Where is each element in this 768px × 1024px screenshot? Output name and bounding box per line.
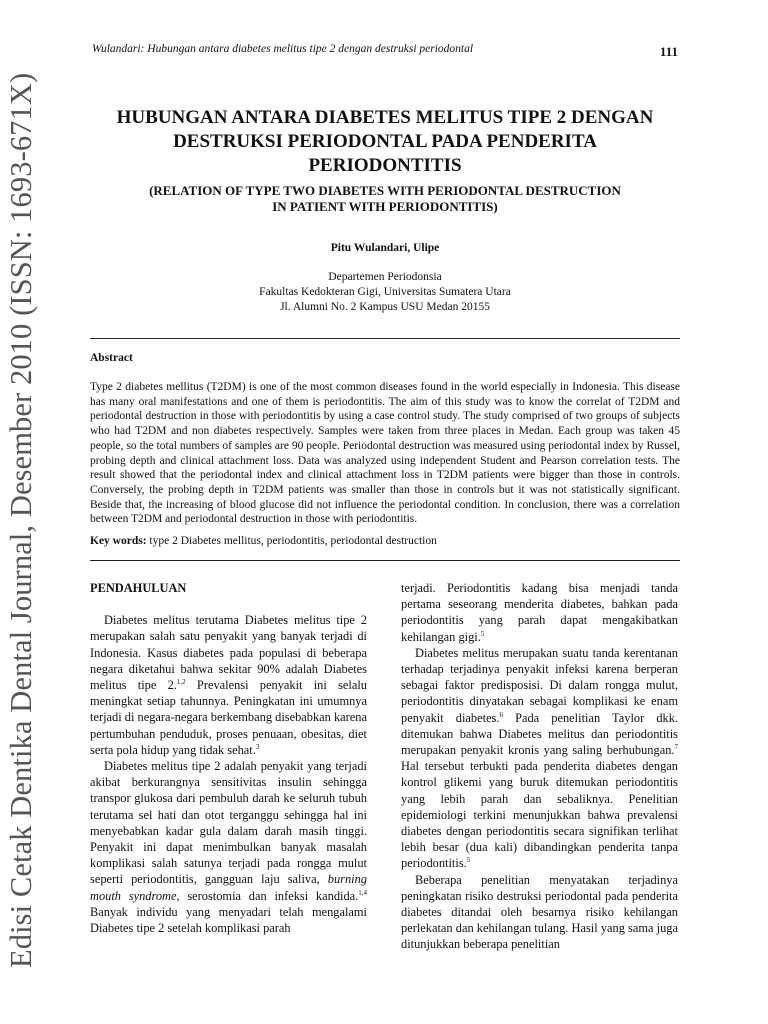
body-paragraph: Diabetes melitus tipe 2 adalah penyakit yang terjadi akibat berkurangnya sensitivitas insulin sehingga transpor glukosa dari pembuluh darah ke seluruh tubuh terutama sel hati dan otot terganggu sehingga hal ini menyebabkan kadar gula dalam darah masih tinggi. Penyakit ini dapat menimbulkan banyak masalah komplikasi salah satunya terjadi pada rongga mulut seperti periodontitis, gangguan laju saliva, burning mouth syndrome, serostomia dan infeksi kandida.$^{1,4}$ Banyak individu yang menyadari telah mengalami Diabetes tipe 2 setelah komplikasi parah bbox=[90, 759, 367, 936]
keywords bbox=[90, 535, 680, 547]
article-title bbox=[90, 106, 680, 178]
page-number: 111 bbox=[659, 44, 678, 59]
keywords-label: Key words: bbox=[90, 535, 147, 547]
running-header: Wulandari: Hubungan antara diabetes melitus tipe 2 dengan destruksi periodontal bbox=[92, 43, 474, 55]
subtitle-line: IN PATIENT WITH PERIODONTITIS) bbox=[272, 199, 498, 214]
title-line: PERIODONTITIS bbox=[308, 155, 462, 176]
section-heading: PENDAHULUAN bbox=[90, 581, 187, 595]
affiliation-line: Departemen Periodonsia bbox=[328, 271, 442, 283]
citation: 7 bbox=[674, 742, 678, 751]
title-line: DESTRUKSI PERIODONTAL PADA PENDERITA bbox=[173, 131, 597, 152]
keywords-text: type 2 Diabetes mellitus, periodontitis, periodontal destruction bbox=[149, 535, 437, 547]
affiliation bbox=[90, 270, 680, 315]
abstract-bottom-rule bbox=[90, 560, 680, 561]
citation: 1,4 bbox=[358, 888, 367, 897]
journal-side-imprint: Edisi Cetak Dentika Dental Journal, Desember 2010 (ISSN: 1693-671X) bbox=[4, 72, 38, 968]
title-line: HUBUNGAN ANTARA DIABETES MELITUS TIPE 2 DENGAN bbox=[116, 107, 654, 128]
citation: 5 bbox=[466, 856, 471, 865]
emphasis: burning mouth syndrome bbox=[90, 872, 367, 903]
body-paragraph: Diabetes melitus merupakan suatu tanda kerentanan terhadap terjadinya penyakit infeksi karena berperan sebagai faktor predisposisi. Di dalam rongga mulut, periodontitis dinyatakan sebagai komplikasi ke enam penyakit diabetes.$^6$ Pada penelitian Taylor dkk. ditemukan bahwa Diabetes melitus dan periodontitis merupakan penyakit kronis yang saling berhubungan.$^7$ Hal tersebut terbukti pada penderita diabetes dengan kontrol glikemi yang buruk ditemukan periodontitis yang lebih parah dan sebaliknya. Penelitian epidemiologi terkini menunjukkan bahwa prevalensi diabetes dengan periodontitis secara signifikan terlihat lebih besar (dua kali) dibandingkan penderita tanpa periodontitis.$^5$ bbox=[401, 645, 678, 871]
body-column-right bbox=[401, 580, 678, 953]
affiliation-line: Jl. Alumni No. 2 Kampus USU Medan 20155 bbox=[280, 301, 490, 313]
author-list: Pitu Wulandari, Ulipe bbox=[330, 242, 440, 254]
body-column-left bbox=[90, 580, 367, 936]
citation: 3 bbox=[255, 742, 260, 751]
subtitle-line: (RELATION OF TYPE TWO DIABETES WITH PERIODONTAL DESTRUCTION bbox=[149, 183, 621, 198]
citation: 1,2 bbox=[176, 677, 186, 686]
article-subtitle bbox=[90, 183, 680, 215]
abstract-heading: Abstract bbox=[90, 352, 133, 364]
citation: 5 bbox=[480, 629, 485, 638]
body-paragraph: Diabetes melitus terutama Diabetes melitus tipe 2 merupakan salah satu penyakit yang banyak terjadi di Indonesia. Kasus diabetes pada populasi di beberapa negara diketahui bahwa sekitar 90% adalah Diabetes melitus tipe 2.$^{1,2}$ Prevalensi penyakit ini selalu meningkat setiap tahunnya. Peningkatan ini umumnya terjadi di negara-negara berkembang disebabkan karena pertumbuhan penduduk, proses penuaan, obesitas, diet serta pola hidup yang tidak sehat.$^3$ bbox=[90, 613, 367, 757]
affiliation-line: Fakultas Kedokteran Gigi, Universitas Sumatera Utara bbox=[259, 286, 511, 298]
citation: 6 bbox=[499, 710, 503, 719]
body-paragraph: Beberapa penelitian menyatakan terjadinya peningkatan risiko destruksi periodontal pada penderita diabetes ditandai oleh besarnya risiko kehilangan perlekatan dan kehilangan tulang. Hasil yang sama juga ditunjukkan beberapa penelitian bbox=[401, 872, 678, 952]
abstract-top-rule bbox=[90, 338, 680, 339]
body-paragraph: terjadi. Periodontitis kadang bisa menjadi tanda pertama seseorang menderita diabetes, bahkan pada periodontitis yang parah dapat mengakibatkan kehilangan gigi.$^5$ bbox=[401, 581, 678, 644]
abstract-body: Type 2 diabetes mellitus (T2DM) is one of the most common diseases found in the world especially in Indonesia. This disease has many oral manifestations and one of them is periodontitis. The aim of this study was to know the correlat of T2DM and periodontal destruction in those with periodontitis by using a case control study. The study comprised of two groups of subjects who had T2DM and non diabetes respectively. Samples were taken from three places in Medan. Each group was taken 45 people, so the total numbers of samples are 90 people. Periodontal destruction was measured using periodontal index by Russel, probing depth and clinical attachment loss. Data was analyzed using independent Student and Pearson correlation tests. The result showed that the periodontal index and clinical attachment loss in T2DM patients were bigger than those in controls. Conversely, the probing depth in T2DM patients was smaller than those in controls but it was not statistically significant. Beside that, the increasing of blood glucose did not influence the periodontal condition. In conclusion, there was a correlation between T2DM and periodontal destruction in those with periodontitis. bbox=[90, 381, 680, 526]
